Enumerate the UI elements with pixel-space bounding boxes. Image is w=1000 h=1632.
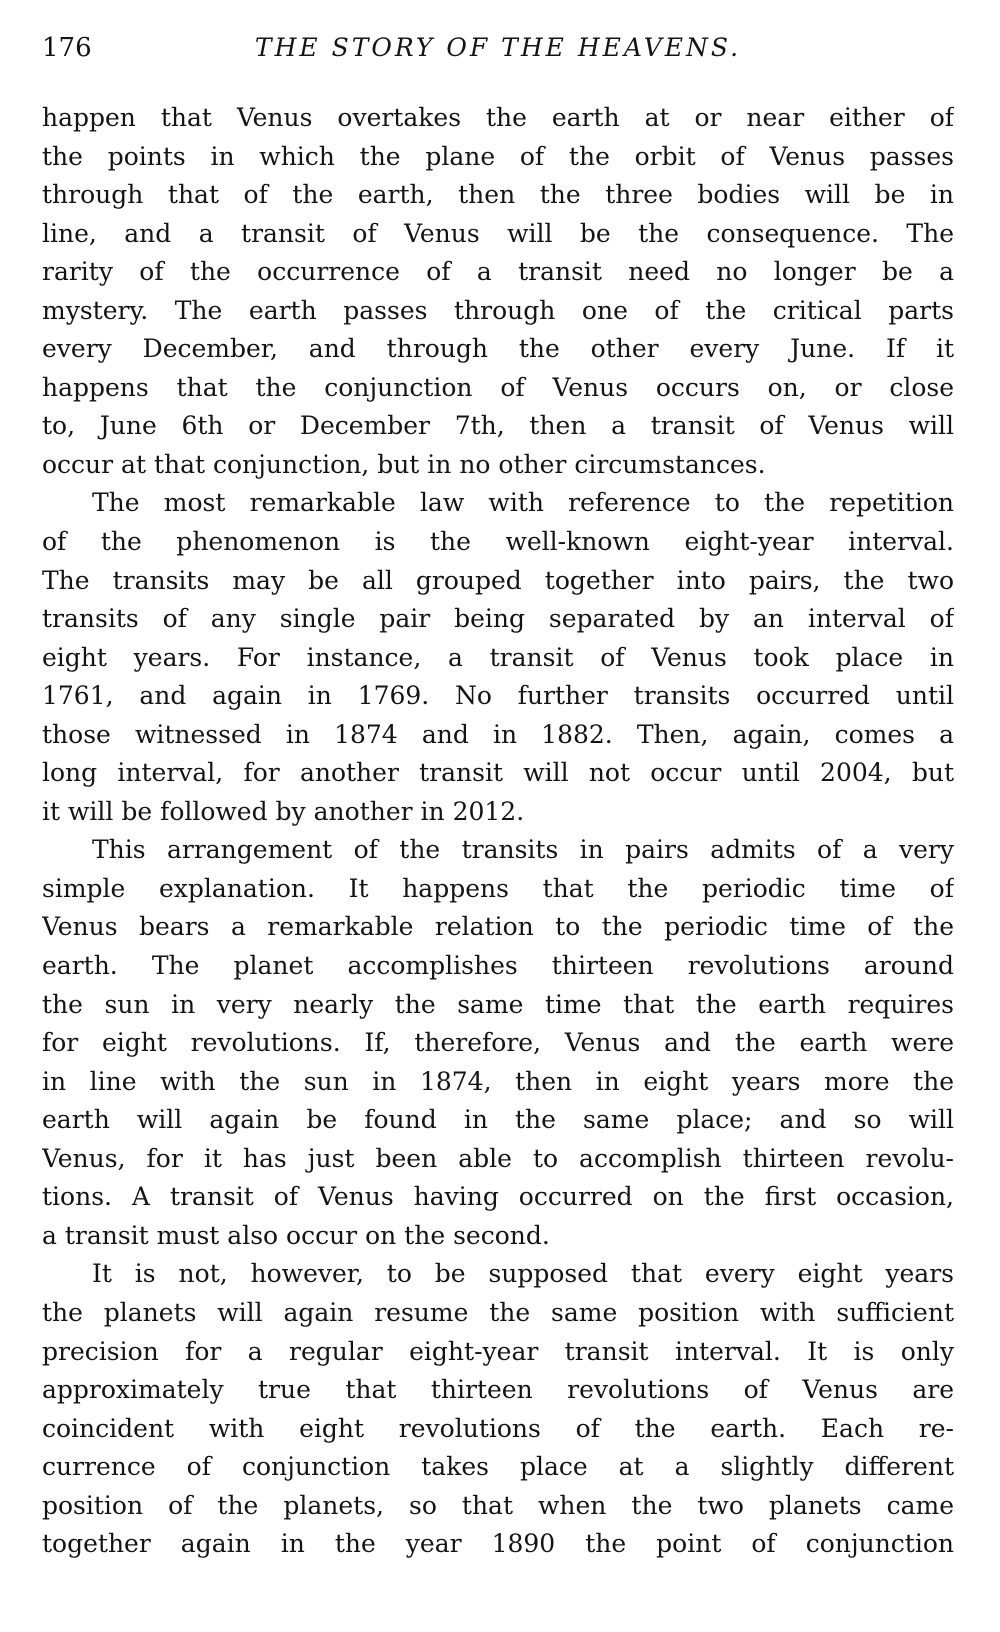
- text-line: rarity of the occurrence of a transit need no longer be a: [42, 257, 954, 287]
- text-line: it will be followed by another in 2012.: [42, 796, 525, 826]
- text-line: 1761, and again in 1769. No further transits occurred until: [42, 681, 954, 711]
- text-line: a transit must also occur on the second.: [42, 1220, 550, 1250]
- text-line: the sun in very nearly the same time that the earth requires: [42, 989, 954, 1019]
- text-line: eight years. For instance, a transit of Venus took place in: [42, 642, 954, 672]
- paragraph-3: [42, 831, 954, 1255]
- text-line: coincident with eight revolutions of the earth. Each re-: [42, 1413, 954, 1443]
- text-line: It is not, however, to be supposed that every eight years: [92, 1259, 954, 1289]
- text-line: tions. A transit of Venus having occurred on the first occasion,: [42, 1182, 954, 1212]
- text-line: mystery. The earth passes through one of the critical parts: [42, 295, 954, 325]
- text-line: through that of the earth, then the three bodies will be in: [42, 180, 954, 210]
- text-line: every December, and through the other every June. If it: [42, 334, 954, 364]
- text-line: simple explanation. It happens that the periodic time of: [42, 873, 954, 903]
- paragraph-2: [42, 484, 954, 831]
- text-line: of the phenomenon is the well-known eight-year interval.: [42, 527, 954, 557]
- text-line: those witnessed in 1874 and in 1882. Then, again, comes a: [42, 719, 954, 749]
- page-number: 176: [42, 33, 92, 63]
- text-line: approximately true that thirteen revolutions of Venus are: [42, 1375, 954, 1405]
- paragraph-4: [42, 1255, 954, 1563]
- text-line: Venus, for it has just been able to accomplish thirteen revolu-: [42, 1143, 954, 1173]
- paragraph-1: [42, 99, 954, 484]
- text-line: The most remarkable law with reference to the repetition: [92, 488, 954, 518]
- text-line: precision for a regular eight-year transit interval. It is only: [42, 1336, 954, 1366]
- text-line: for eight revolutions. If, therefore, Venus and the earth were: [42, 1028, 954, 1058]
- text-line: This arrangement of the transits in pairs admits of a very: [92, 835, 954, 865]
- text-line: to, June 6th or December 7th, then a transit of Venus will: [42, 411, 954, 441]
- text-line: Venus bears a remarkable relation to the periodic time of the: [42, 912, 954, 942]
- text-line: position of the planets, so that when the two planets came: [42, 1490, 954, 1520]
- text-line: The transits may be all grouped together into pairs, the two: [42, 565, 954, 595]
- text-line: happen that Venus overtakes the earth at or near either of: [42, 103, 954, 132]
- text-line: occur at that conjunction, but in no other circumstances.: [42, 449, 766, 479]
- text-line: line, and a transit of Venus will be the consequence. The: [42, 218, 954, 248]
- text-line: long interval, for another transit will not occur until 2004, but: [42, 758, 954, 788]
- page-header: [42, 28, 954, 68]
- text-line: earth will again be found in the same place; and so will: [42, 1105, 954, 1135]
- text-line: the points in which the plane of the orbit of Venus passes: [42, 141, 954, 171]
- text-line: currence of conjunction takes place at a slightly different: [42, 1452, 954, 1482]
- running-title: THE STORY OF THE HEAVENS.: [254, 33, 742, 62]
- text-line: transits of any single pair being separated by an interval of: [42, 604, 954, 634]
- text-line: together again in the year 1890 the point of conjunction: [42, 1529, 954, 1559]
- text-line: the planets will again resume the same position with sufficient: [42, 1297, 954, 1327]
- text-line: happens that the conjunction of Venus occurs on, or close: [42, 372, 954, 402]
- body-text: [42, 99, 954, 1564]
- text-line: earth. The planet accomplishes thirteen revolutions around: [42, 951, 954, 981]
- text-line: in line with the sun in 1874, then in eight years more the: [42, 1066, 954, 1096]
